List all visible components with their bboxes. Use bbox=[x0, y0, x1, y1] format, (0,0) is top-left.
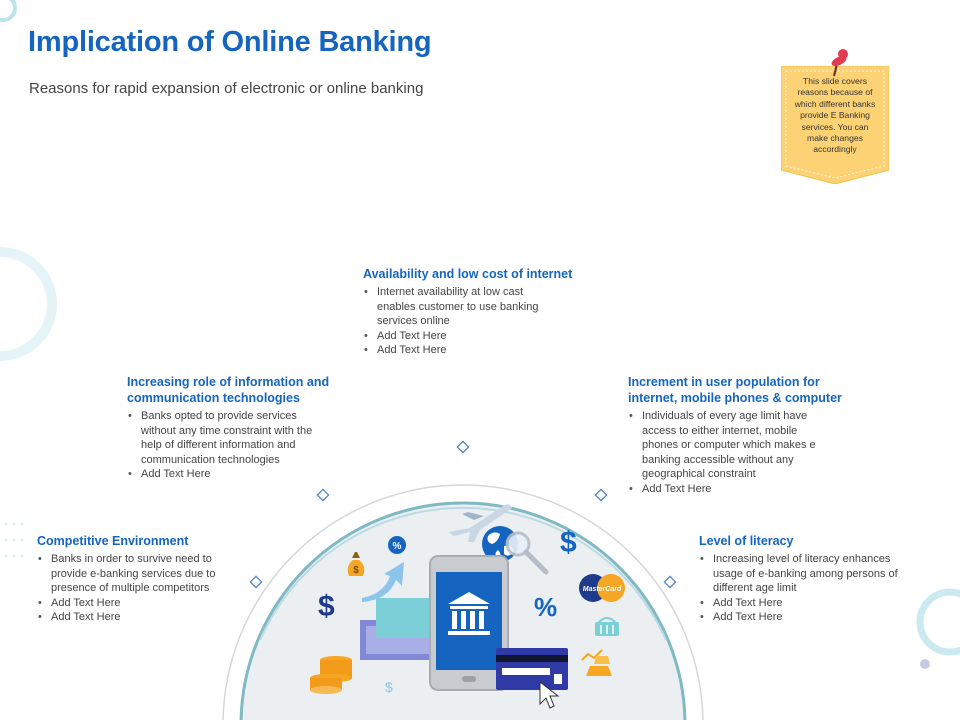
magnifier-icon bbox=[507, 533, 546, 572]
bullet-item: • Internet availability at low cast enables customer to use banking services online bbox=[363, 285, 557, 329]
node-marker-lower-left bbox=[250, 576, 261, 587]
bullet-list bbox=[628, 409, 864, 496]
bullet-item: • Individuals of every age limit have access to either internet, mobile phones or computer which makes e banking accessible without any geographical constraint bbox=[628, 409, 832, 482]
bullet-list bbox=[699, 552, 919, 625]
page-title: Implication of Online Banking bbox=[28, 26, 432, 58]
dollar-sign-icon: $ bbox=[560, 526, 577, 559]
bullet-list bbox=[127, 409, 357, 482]
corner-ring-top-left bbox=[0, 0, 15, 20]
right-ring bbox=[920, 592, 960, 652]
mastercard-logo bbox=[579, 574, 625, 602]
bullet-item: • Banks opted to provide services without any time constraint with the help of different information and communication technologies bbox=[127, 409, 325, 467]
dollar-sign-icon: $ bbox=[385, 679, 393, 695]
section-heading: Availability and low cost of internet bbox=[363, 267, 573, 281]
bullet-item: • Add Text Here bbox=[699, 596, 919, 611]
bullet-item: • Add Text Here bbox=[37, 596, 247, 611]
growth-arrow-icon bbox=[362, 562, 404, 602]
svg-text:$: $ bbox=[353, 565, 359, 576]
left-arc-ring bbox=[0, 252, 52, 356]
bullet-list bbox=[37, 552, 247, 625]
dollar-sign-icon: $ bbox=[318, 590, 335, 623]
right-dot bbox=[920, 659, 930, 669]
bullet-list bbox=[363, 285, 603, 358]
bullet-item: • Add Text Here bbox=[628, 482, 864, 497]
section-availability bbox=[363, 266, 603, 358]
section-heading: Increasing role of information and communication technologies bbox=[127, 375, 330, 405]
banknotes-icon bbox=[360, 598, 440, 660]
percent-badge-icon bbox=[388, 536, 406, 554]
node-marker-top bbox=[457, 441, 468, 452]
bullet-item: • Add Text Here bbox=[363, 329, 603, 344]
bullet-item: • Add Text Here bbox=[699, 610, 919, 625]
section-heading: Competitive Environment bbox=[37, 534, 189, 548]
section-literacy bbox=[699, 533, 919, 625]
bullet-item: • Banks in order to survive need to provide e-banking services due to presence of multiple competitors bbox=[37, 552, 247, 596]
node-marker-lower-right bbox=[664, 576, 675, 587]
section-competitive-environment bbox=[37, 533, 247, 625]
online-banking-illustration bbox=[290, 490, 640, 720]
push-pin-icon bbox=[826, 46, 852, 80]
bullet-item: • Add Text Here bbox=[363, 343, 603, 358]
section-ict bbox=[127, 374, 357, 482]
shopping-basket-icon bbox=[595, 618, 619, 636]
svg-text:%: % bbox=[392, 541, 402, 552]
section-user-population bbox=[628, 374, 864, 496]
bullet-item: • Add Text Here bbox=[37, 610, 247, 625]
section-heading: Level of literacy bbox=[699, 534, 794, 548]
coins-icon bbox=[310, 656, 352, 694]
left-dot-grid bbox=[5, 523, 24, 558]
section-heading: Increment in user population for internet, mobile phones & computer bbox=[628, 375, 842, 405]
bullet-item: • Add Text Here bbox=[127, 467, 357, 482]
money-bag-icon bbox=[348, 552, 365, 576]
gold-bars-icon bbox=[586, 656, 612, 676]
bullet-item: • Increasing level of literacy enhances usage of e-banking among persons of different age limit bbox=[699, 552, 917, 596]
sticky-note-text: This slide covers reasons because of which different banks provide E Banking services. You can make changes accordingly bbox=[794, 76, 876, 155]
credit-card-icon bbox=[496, 648, 568, 690]
percent-sign-icon: % bbox=[534, 592, 558, 622]
svg-text:MasterCard: MasterCard bbox=[582, 586, 622, 593]
page-subtitle: Reasons for rapid expansion of electronic or online banking bbox=[29, 80, 424, 97]
